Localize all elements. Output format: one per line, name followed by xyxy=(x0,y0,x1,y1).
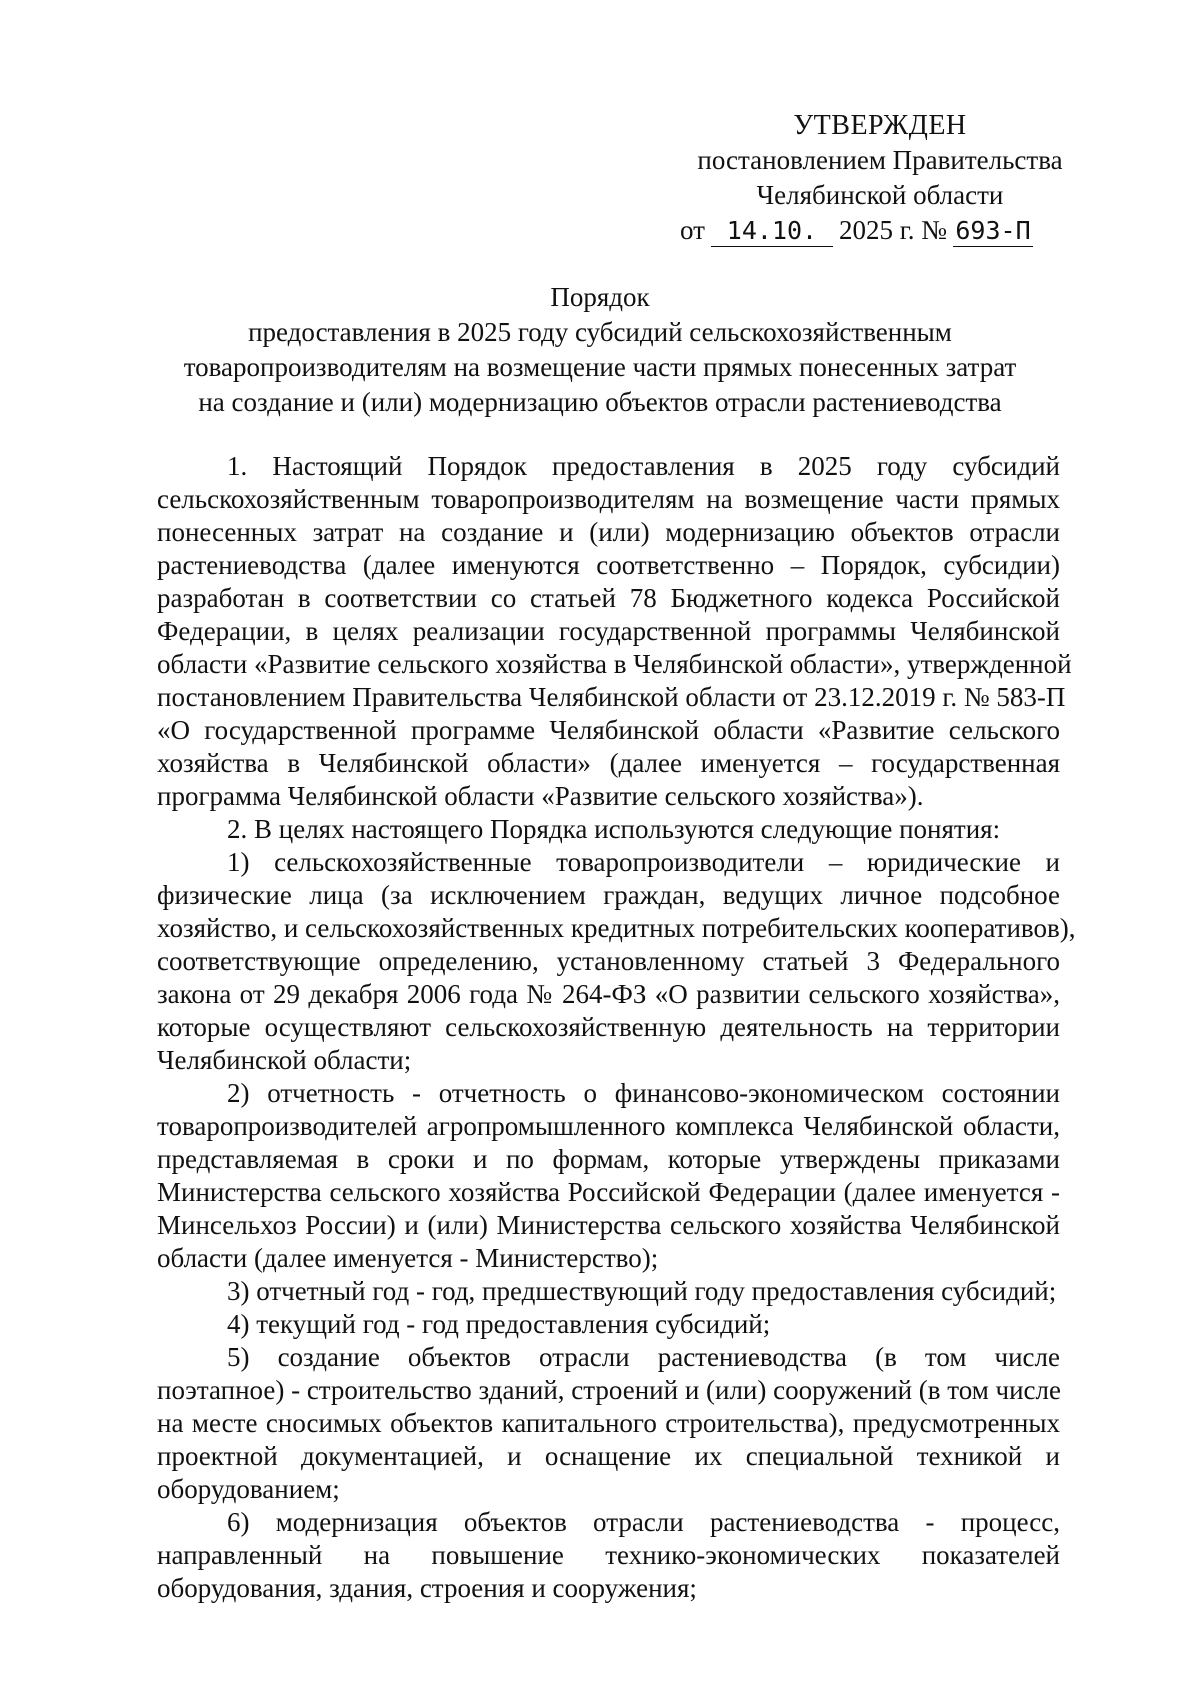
body-line: оборудования, здания, строения и сооружения; xyxy=(157,1573,697,1603)
body-line: проектной документацией, и оснащение их специальной техникой и xyxy=(157,1441,1060,1471)
approval-line-2: Челябинской области xyxy=(756,180,1004,210)
body-line: Челябинской области; xyxy=(157,1045,412,1075)
document-title xyxy=(150,280,1050,420)
body-line: Федерации, в целях реализации государственной программы Челябинской xyxy=(157,616,1060,646)
body-line: 6) модернизация объектов отрасли растениеводства - процесс, xyxy=(227,1507,1060,1537)
approval-number: 693-П xyxy=(953,216,1033,247)
body-line: направленный на повышение технико-экономических показателей xyxy=(157,1540,1060,1570)
body-line: хозяйство, и сельскохозяйственных кредитных потребительских кооперативов), xyxy=(157,913,1076,943)
body-line: оборудованием; xyxy=(157,1474,340,1504)
body-line: сельскохозяйственным товаропроизводителям на возмещение части прямых xyxy=(157,484,1060,514)
body-line: области «Развитие сельского хозяйства в Челябинской области», утвержденной xyxy=(157,649,1072,679)
body-line: разработан в соответствии со статьей 78 Бюджетного кодекса Российской xyxy=(157,583,1060,613)
body-line: 5) создание объектов отрасли растениеводства (в том числе xyxy=(227,1342,1060,1372)
title-line-2: предоставления в 2025 году субсидий сельскохозяйственным xyxy=(248,317,952,347)
approval-year: 2025 г. № xyxy=(838,215,947,245)
body-line: товаропроизводителей агропромышленного комплекса Челябинской области, xyxy=(157,1111,1060,1141)
body-line: 1. Настоящий Порядок предоставления в 2025 году субсидий xyxy=(227,451,1060,481)
title-line-1: Порядок xyxy=(550,282,650,312)
body-line: которые осуществляют сельскохозяйственную деятельность на территории xyxy=(157,1012,1060,1042)
approval-dateline xyxy=(680,213,1080,248)
body-line: закона от 29 декабря 2006 года № 264-ФЗ «О развитии сельского хозяйства», xyxy=(157,979,1060,1009)
body-line: 2) отчетность - отчетность о финансово-экономическом состоянии xyxy=(227,1078,1060,1108)
body-line: физические лица (за исключением граждан, ведущих личное подсобное xyxy=(157,880,1060,910)
approval-date: 14.10. xyxy=(711,216,833,247)
body-line: 2. В целях настоящего Порядка используются следующие понятия: xyxy=(227,814,1001,844)
body-line: программа Челябинской области «Развитие сельского хозяйства»). xyxy=(157,781,924,811)
approval-heading: УТВЕРЖДЕН xyxy=(793,110,967,141)
body-line: понесенных затрат на создание и (или) модернизацию объектов отрасли xyxy=(157,517,1060,547)
body-line: растениеводства (далее именуются соответственно – Порядок, субсидии) xyxy=(157,550,1060,580)
title-line-4: на создание и (или) модернизацию объектов отрасли растениеводства xyxy=(198,387,1002,417)
from-label: от xyxy=(680,215,705,245)
body-line: Министерства сельского хозяйства Российской Федерации (далее именуется - xyxy=(157,1177,1060,1207)
title-line-3: товаропроизводителям на возмещение части прямых понесенных затрат xyxy=(183,352,1017,382)
approval-block xyxy=(680,108,1080,248)
body-line: Минсельхоз России) и (или) Министерства сельского хозяйства Челябинской xyxy=(157,1210,1060,1240)
document-body xyxy=(157,450,1076,1605)
approval-line-1: постановлением Правительства xyxy=(697,145,1063,175)
body-line: на месте сносимых объектов капитального строительства), предусмотренных xyxy=(157,1408,1060,1438)
body-line: 4) текущий год - год предоставления субсидий; xyxy=(227,1309,771,1339)
body-line: постановлением Правительства Челябинской области от 23.12.2019 г. № 583-П xyxy=(157,682,1066,712)
body-line: поэтапное) - строительство зданий, строений и (или) сооружений (в том числе xyxy=(157,1375,1061,1405)
body-line: 3) отчетный год - год, предшествующий году предоставления субсидий; xyxy=(227,1276,1057,1306)
body-line: хозяйства в Челябинской области» (далее именуется – государственная xyxy=(157,748,1060,778)
body-line: соответствующие определению, установленному статьей 3 Федерального xyxy=(157,946,1060,976)
body-line: области (далее именуется - Министерство); xyxy=(157,1243,659,1273)
body-line: представляемая в сроки и по формам, которые утверждены приказами xyxy=(157,1144,1060,1174)
body-line: 1) сельскохозяйственные товаропроизводители – юридические и xyxy=(227,847,1060,877)
body-line: «О государственной программе Челябинской области «Развитие сельского xyxy=(157,715,1060,745)
